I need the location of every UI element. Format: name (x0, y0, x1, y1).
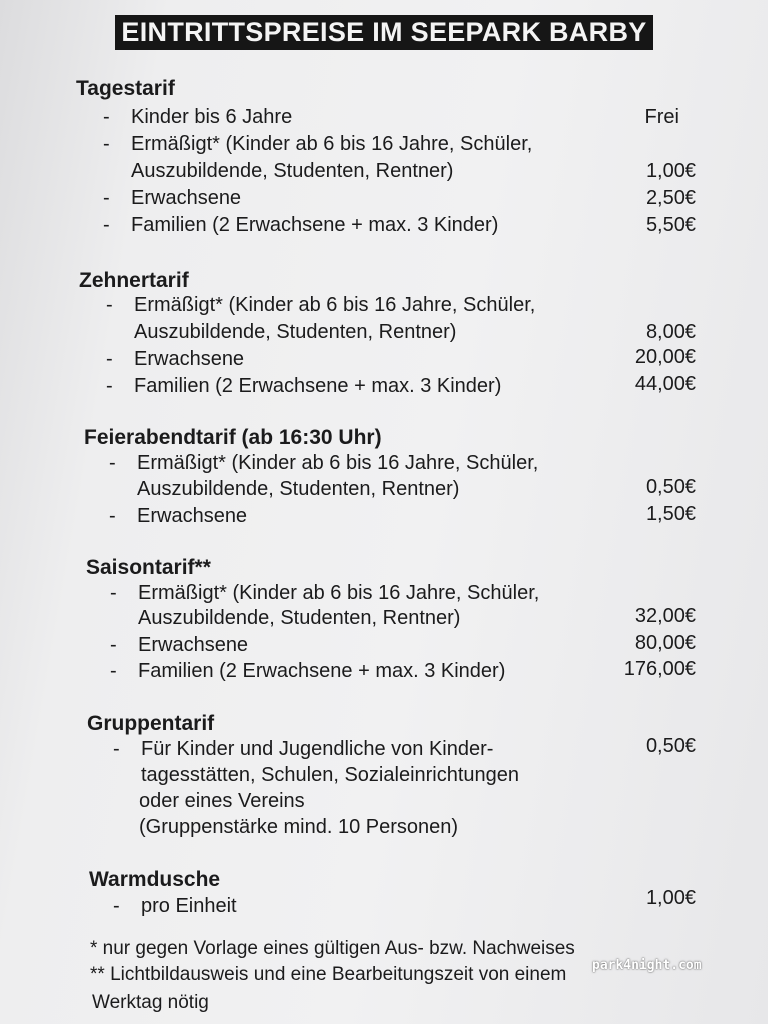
watermark: park4night.com (592, 958, 702, 973)
footnote-double-star-continuation: Werktag nötig (92, 992, 209, 1013)
section-heading-feierabendtarif: Feierabendtarif (ab 16:30 Uhr) (84, 426, 382, 449)
list-item: - Für Kinder und Jugendliche von Kinder- (113, 738, 494, 760)
title-bar (0, 15, 768, 50)
section-heading-gruppentarif: Gruppentarif (87, 712, 215, 735)
list-item-continuation: Auszubildende, Studenten, Rentner) (137, 478, 460, 500)
footnote-single-star: * nur gegen Vorlage eines gültigen Aus- bzw. Nachweises (90, 938, 575, 959)
price-value: 1,00€ (645, 887, 696, 909)
list-item-continuation: Auszubildende, Studenten, Rentner) (131, 160, 454, 182)
list-item: - Familien (2 Erwachsene + max. 3 Kinder) (106, 375, 502, 397)
list-item: - pro Einheit (113, 895, 237, 917)
list-item-continuation: Auszubildende, Studenten, Rentner) (134, 321, 457, 343)
list-item-continuation: oder eines Vereins (139, 790, 305, 812)
price-value: 2,50€ (645, 187, 696, 209)
list-item: - Familien (2 Erwachsene + max. 3 Kinder) (110, 660, 506, 682)
list-item: - Ermäßigt* (Kinder ab 6 bis 16 Jahre, Schüler, (110, 582, 540, 604)
footnote-double-star: ** Lichtbildausweis und eine Bearbeitungszeit von einem (90, 964, 567, 985)
list-item: - Kinder bis 6 Jahre (103, 106, 293, 128)
price-value: 20,00€ (634, 346, 696, 368)
list-item: - Erwachsene (106, 348, 245, 370)
price-value: 8,00€ (645, 321, 696, 343)
price-value: 1,00€ (645, 160, 696, 182)
list-item: - Familien (2 Erwachsene + max. 3 Kinder) (103, 214, 499, 236)
list-item-continuation: tagesstätten, Schulen, Sozialeinrichtungen (141, 764, 520, 786)
price-value: 80,00€ (634, 632, 696, 654)
list-item: - Erwachsene (109, 505, 248, 527)
price-value: 176,00€ (623, 658, 696, 680)
section-heading-saisontarif: Saisontarif** (86, 556, 211, 579)
list-item-continuation: (Gruppenstärke mind. 10 Personen) (139, 816, 459, 838)
price-value: 32,00€ (634, 605, 696, 627)
price-value: 5,50€ (645, 214, 696, 236)
price-value: 0,50€ (645, 476, 696, 498)
list-item: - Erwachsene (103, 187, 242, 209)
list-item: - Ermäßigt* (Kinder ab 6 bis 16 Jahre, Schüler, (106, 294, 536, 316)
list-item: - Ermäßigt* (Kinder ab 6 bis 16 Jahre, Schüler, (109, 452, 539, 474)
price-value: 44,00€ (634, 373, 696, 395)
price-value: Frei (644, 106, 679, 128)
list-item: - Ermäßigt* (Kinder ab 6 bis 16 Jahre, Schüler, (103, 133, 533, 155)
page-title: EINTRITTSPREISE IM SEEPARK BARBY (115, 15, 652, 50)
price-value: 0,50€ (645, 735, 696, 757)
price-value: 1,50€ (645, 503, 696, 525)
list-item: - Erwachsene (110, 634, 249, 656)
list-item-continuation: Auszubildende, Studenten, Rentner) (138, 607, 461, 629)
section-heading-tagestarif: Tagestarif (76, 77, 175, 100)
section-heading-warmdusche: Warmdusche (89, 868, 221, 891)
section-heading-zehnertarif: Zehnertarif (79, 269, 189, 292)
